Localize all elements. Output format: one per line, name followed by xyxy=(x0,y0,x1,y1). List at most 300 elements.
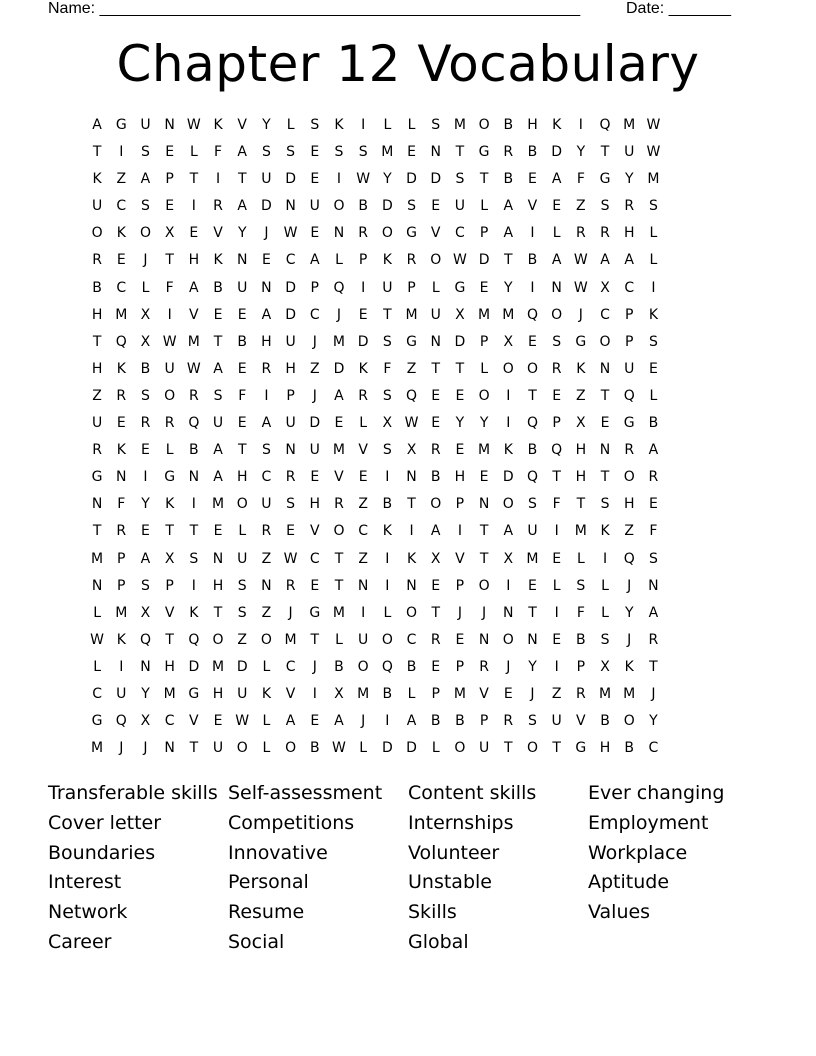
grid-letter: J xyxy=(143,740,148,757)
grid-letter: Q xyxy=(188,415,200,432)
grid-letter: K xyxy=(552,117,562,133)
grid-letter: W xyxy=(332,740,346,757)
grid-letter: T xyxy=(407,496,416,513)
grid-letter: L xyxy=(359,415,368,432)
grid-letter: Y xyxy=(141,685,150,702)
grid-letter: C xyxy=(624,279,635,296)
grid-letter: E xyxy=(358,469,368,486)
grid-letter: R xyxy=(261,360,272,377)
grid-letter: V xyxy=(334,469,344,486)
grid-letter: E xyxy=(479,279,489,296)
grid-letter: R xyxy=(624,442,635,459)
grid-letter: M xyxy=(91,740,104,757)
grid-row xyxy=(85,737,735,764)
grid-letter: H xyxy=(212,685,224,702)
grid-letter: M xyxy=(478,442,491,459)
grid-letter: E xyxy=(552,387,562,404)
grid-letter: O xyxy=(91,225,103,242)
grid-letter: B xyxy=(189,442,199,459)
grid-letter: M xyxy=(574,523,587,540)
grid-letter: T xyxy=(600,144,610,161)
grid-letter: T xyxy=(600,469,610,486)
grid-letter: E xyxy=(431,415,441,432)
grid-letter: N xyxy=(599,360,611,377)
grid-letter: G xyxy=(406,333,417,350)
grid-letter: N xyxy=(91,496,103,513)
grid-letter: O xyxy=(502,360,514,377)
grid-letter: E xyxy=(455,387,465,404)
grid-letter: I xyxy=(554,658,559,675)
grid-letter: I xyxy=(602,550,608,567)
grid-letter: E xyxy=(431,387,441,404)
grid-letter: P xyxy=(165,577,174,594)
grid-letter: U xyxy=(212,415,224,432)
grid-letter: U xyxy=(164,360,175,377)
grid-letter: Z xyxy=(358,496,368,513)
grid-letter: A xyxy=(430,523,441,540)
grid-letter: J xyxy=(627,577,632,594)
grid-letter: E xyxy=(261,252,271,269)
grid-letter: Z xyxy=(92,387,102,404)
grid-letter: I xyxy=(361,604,366,621)
grid-letter: V xyxy=(189,306,199,323)
grid-letter: W xyxy=(90,631,105,648)
grid-letter: O xyxy=(478,387,490,404)
grid-letter: C xyxy=(648,740,659,757)
grid-letter: U xyxy=(237,550,248,567)
grid-letter: J xyxy=(651,685,656,702)
grid-letter: A xyxy=(503,523,514,540)
grid-letter: A xyxy=(600,252,610,269)
grid-letter: A xyxy=(648,604,659,621)
grid-letter: N xyxy=(406,577,417,594)
grid-letter: E xyxy=(310,144,320,161)
grid-row xyxy=(85,412,735,439)
grid-letter: N xyxy=(212,550,224,567)
word-bank-item: Personal xyxy=(228,871,309,894)
grid-letter: M xyxy=(453,685,466,702)
grid-row xyxy=(85,222,735,249)
grid-letter: D xyxy=(454,333,466,350)
grid-letter: Q xyxy=(139,631,151,648)
grid-letter: X xyxy=(600,279,610,296)
grid-letter: S xyxy=(261,144,271,161)
grid-letter: H xyxy=(575,469,587,486)
grid-letter: O xyxy=(333,198,345,215)
grid-letter: R xyxy=(503,713,514,730)
grid-letter: B xyxy=(358,198,368,215)
grid-letter: U xyxy=(237,685,248,702)
grid-letter: P xyxy=(165,171,174,188)
grid-letter: X xyxy=(140,713,151,730)
grid-letter: A xyxy=(92,117,102,133)
grid-letter: N xyxy=(285,442,296,459)
grid-letter: O xyxy=(381,225,393,242)
grid-letter: O xyxy=(406,604,418,621)
grid-letter: E xyxy=(116,252,126,269)
grid-letter: N xyxy=(551,279,562,296)
grid-letter: M xyxy=(381,144,394,161)
grid-letter: R xyxy=(624,198,635,215)
grid-letter: G xyxy=(623,415,635,432)
grid-letter: R xyxy=(358,387,369,404)
grid-row xyxy=(85,195,735,222)
grid-letter: S xyxy=(382,387,392,404)
grid-letter: S xyxy=(382,333,392,350)
grid-letter: N xyxy=(164,117,175,133)
grid-letter: T xyxy=(504,740,513,757)
grid-letter: B xyxy=(455,713,465,730)
grid-letter: V xyxy=(189,713,199,730)
grid-letter: D xyxy=(236,658,248,675)
grid-row xyxy=(85,683,735,710)
grid-letter: E xyxy=(479,469,489,486)
grid-letter: T xyxy=(552,469,561,486)
word-bank-item: Aptitude xyxy=(588,871,670,894)
grid-letter: A xyxy=(334,387,344,404)
grid-letter: B xyxy=(527,144,538,161)
grid-letter: G xyxy=(599,171,611,188)
grid-letter: D xyxy=(406,171,417,188)
grid-letter: O xyxy=(478,577,490,594)
grid-letter: H xyxy=(454,469,466,486)
grid-letter: S xyxy=(382,442,392,459)
grid-letter: E xyxy=(310,577,320,594)
grid-letter: B xyxy=(309,740,320,757)
grid-letter: K xyxy=(382,252,392,269)
grid-letter: K xyxy=(261,685,271,702)
grid-letter: A xyxy=(624,252,634,269)
grid-letter: M xyxy=(163,685,176,702)
grid-letter: M xyxy=(526,550,539,567)
grid-letter: C xyxy=(406,631,417,648)
grid-letter: T xyxy=(189,171,199,188)
grid-letter: Z xyxy=(406,360,417,377)
grid-letter: Y xyxy=(237,225,247,242)
grid-letter: P xyxy=(576,658,586,675)
grid-letter: C xyxy=(455,225,465,242)
grid-letter: E xyxy=(600,415,610,432)
grid-letter: D xyxy=(406,740,417,757)
grid-letter: S xyxy=(528,713,537,730)
grid-letter: Y xyxy=(624,604,634,621)
grid-letter: A xyxy=(503,198,514,215)
grid-letter: A xyxy=(237,144,247,161)
grid-letter: A xyxy=(213,360,223,377)
grid-letter: F xyxy=(649,523,658,540)
grid-letter: F xyxy=(576,171,585,188)
grid-letter: X xyxy=(430,550,441,567)
grid-letter: U xyxy=(261,496,272,513)
grid-letter: D xyxy=(188,658,200,675)
grid-letter: T xyxy=(237,171,247,188)
grid-letter: I xyxy=(336,171,342,188)
grid-letter: T xyxy=(334,577,344,594)
grid-letter: M xyxy=(332,442,346,459)
word-bank-item: Social xyxy=(228,930,285,953)
grid-letter: I xyxy=(385,469,390,486)
grid-letter: R xyxy=(551,360,562,377)
grid-letter: M xyxy=(453,117,466,133)
grid-letter: P xyxy=(552,415,561,432)
grid-letter: N xyxy=(430,144,441,161)
grid-letter: E xyxy=(213,523,223,540)
grid-letter: L xyxy=(552,225,561,242)
grid-letter: U xyxy=(285,333,296,350)
grid-letter: A xyxy=(285,713,296,730)
grid-letter: P xyxy=(117,550,126,567)
grid-letter: T xyxy=(552,740,561,757)
grid-letter: D xyxy=(333,360,345,377)
grid-letter: G xyxy=(454,279,466,296)
grid-letter: D xyxy=(285,306,296,323)
grid-letter: C xyxy=(164,713,175,730)
grid-letter: T xyxy=(383,306,392,323)
grid-letter: N xyxy=(357,577,369,594)
grid-letter: S xyxy=(528,496,537,513)
grid-letter: Q xyxy=(526,306,538,323)
grid-letter: U xyxy=(430,306,441,323)
grid-letter: K xyxy=(213,117,223,133)
grid-letter: B xyxy=(237,333,248,350)
grid-letter: S xyxy=(286,144,296,161)
grid-letter: A xyxy=(213,442,223,459)
grid-letter: I xyxy=(312,685,317,702)
grid-letter: X xyxy=(503,550,514,567)
grid-letter: M xyxy=(502,306,515,323)
grid-letter: X xyxy=(140,333,151,350)
grid-letter: T xyxy=(165,631,174,648)
word-bank-item: Internships xyxy=(408,811,514,834)
grid-letter: E xyxy=(213,713,223,730)
grid-letter: Z xyxy=(358,550,368,567)
grid-letter: S xyxy=(407,198,416,215)
grid-letter: L xyxy=(383,117,392,133)
grid-letter: H xyxy=(91,306,103,323)
grid-letter: O xyxy=(260,631,272,648)
grid-letter: B xyxy=(92,279,102,296)
grid-letter: Q xyxy=(406,387,418,404)
grid-letter: E xyxy=(310,713,320,730)
grid-letter: D xyxy=(261,198,272,215)
grid-letter: O xyxy=(478,117,490,133)
grid-letter: S xyxy=(237,604,247,621)
grid-letter: C xyxy=(358,523,369,540)
grid-letter: R xyxy=(285,469,296,486)
grid-letter: J xyxy=(312,333,317,350)
grid-letter: W xyxy=(573,252,588,269)
grid-letter: I xyxy=(554,604,559,621)
grid-letter: R xyxy=(648,469,659,486)
grid-letter: R xyxy=(116,523,127,540)
grid-letter: L xyxy=(383,604,392,621)
grid-letter: V xyxy=(309,523,320,540)
grid-letter: P xyxy=(407,279,416,296)
grid-letter: O xyxy=(526,360,538,377)
grid-letter: S xyxy=(600,198,610,215)
grid-letter: X xyxy=(140,604,151,621)
grid-letter: U xyxy=(382,279,393,296)
grid-letter: T xyxy=(479,523,489,540)
grid-row xyxy=(85,520,735,547)
grid-letter: J xyxy=(530,685,535,702)
grid-letter: I xyxy=(530,279,535,296)
grid-letter: G xyxy=(575,740,587,757)
grid-letter: Q xyxy=(623,550,635,567)
grid-letter: T xyxy=(504,252,513,269)
grid-letter: K xyxy=(503,442,513,459)
grid-letter: U xyxy=(624,360,635,377)
grid-letter: F xyxy=(214,144,223,161)
grid-letter: I xyxy=(264,387,269,404)
grid-letter: R xyxy=(140,415,151,432)
grid-letter: P xyxy=(455,658,465,675)
grid-letter: X xyxy=(503,333,514,350)
grid-letter: K xyxy=(116,360,126,377)
grid-letter: N xyxy=(91,577,103,594)
word-bank-item: Global xyxy=(408,930,469,953)
grid-letter: E xyxy=(358,306,368,323)
grid-letter: S xyxy=(648,550,658,567)
grid-letter: U xyxy=(527,523,538,540)
grid-letter: F xyxy=(383,360,392,377)
grid-letter: O xyxy=(236,740,248,757)
grid-letter: I xyxy=(191,496,196,513)
grid-letter: B xyxy=(382,685,393,702)
grid-letter: U xyxy=(237,279,248,296)
grid-letter: Q xyxy=(526,415,538,432)
grid-letter: U xyxy=(551,713,562,730)
word-bank-item: Self-assessment xyxy=(228,782,383,804)
grid-letter: T xyxy=(165,252,174,269)
grid-letter: K xyxy=(334,117,344,133)
grid-letter: L xyxy=(601,604,609,621)
grid-row xyxy=(85,493,735,520)
grid-letter: C xyxy=(285,252,296,269)
grid-letter: K xyxy=(213,252,223,269)
grid-letter: W xyxy=(186,117,201,133)
name-field-label: Name: ______________________________________________________ xyxy=(48,0,581,17)
grid-letter: T xyxy=(213,604,223,621)
grid-letter: L xyxy=(552,577,561,594)
grid-letter: R xyxy=(406,252,417,269)
grid-letter: C xyxy=(92,685,102,702)
grid-letter: K xyxy=(92,171,102,188)
grid-letter: O xyxy=(139,225,151,242)
grid-letter: H xyxy=(212,577,224,594)
grid-letter: P xyxy=(286,387,295,404)
grid-letter: E xyxy=(552,198,562,215)
grid-letter: A xyxy=(551,252,562,269)
grid-letter: H xyxy=(599,740,611,757)
grid-letter: K xyxy=(406,550,417,567)
grid-letter: H xyxy=(309,496,321,513)
grid-letter: X xyxy=(406,442,417,459)
grid-letter: U xyxy=(285,415,296,432)
grid-letter: S xyxy=(213,387,223,404)
grid-row xyxy=(85,548,735,575)
grid-letter: I xyxy=(385,577,390,594)
grid-letter: B xyxy=(624,740,635,757)
grid-letter: L xyxy=(286,117,295,133)
grid-letter: Y xyxy=(624,171,634,188)
grid-letter: O xyxy=(430,252,442,269)
word-bank-item: Competitions xyxy=(228,811,355,834)
grid-letter: P xyxy=(624,306,634,323)
grid-letter: B xyxy=(527,442,538,459)
grid-letter: T xyxy=(237,442,247,459)
grid-letter: L xyxy=(262,658,271,675)
grid-letter: T xyxy=(189,523,199,540)
grid-row xyxy=(85,629,735,656)
grid-letter: M xyxy=(623,117,636,133)
grid-letter: H xyxy=(236,469,248,486)
grid-letter: A xyxy=(551,171,562,188)
grid-letter: U xyxy=(116,685,127,702)
grid-letter: W xyxy=(356,171,371,188)
grid-letter: E xyxy=(165,144,175,161)
grid-letter: S xyxy=(600,496,610,513)
grid-letter: I xyxy=(385,550,390,567)
grid-letter: W xyxy=(646,117,661,133)
grid-letter: B xyxy=(140,360,151,377)
grid-letter: W xyxy=(404,415,419,432)
grid-letter: I xyxy=(215,171,221,188)
grid-row xyxy=(85,466,735,493)
grid-letter: O xyxy=(164,387,176,404)
grid-letter: Q xyxy=(115,713,127,730)
grid-letter: Q xyxy=(333,279,345,296)
grid-letter: P xyxy=(624,333,634,350)
grid-letter: I xyxy=(506,577,511,594)
grid-letter: L xyxy=(431,740,440,757)
grid-letter: F xyxy=(552,496,561,513)
grid-letter: L xyxy=(335,631,343,648)
grid-letter: T xyxy=(528,387,537,404)
word-bank-item: Values xyxy=(588,901,651,924)
grid-letter: D xyxy=(478,252,490,269)
grid-letter: R xyxy=(575,685,586,702)
grid-letter: M xyxy=(211,658,225,675)
grid-letter: S xyxy=(358,144,368,161)
grid-letter: H xyxy=(285,360,296,377)
grid-letter: N xyxy=(188,469,200,486)
grid-row xyxy=(85,710,735,737)
grid-letter: E xyxy=(189,225,199,242)
grid-letter: G xyxy=(91,469,103,486)
grid-letter: J xyxy=(312,658,317,675)
grid-letter: T xyxy=(528,604,537,621)
grid-letter: T xyxy=(189,740,199,757)
grid-row xyxy=(85,249,735,276)
grid-letter: A xyxy=(140,550,151,567)
grid-letter: F xyxy=(117,496,126,513)
grid-letter: M xyxy=(115,604,128,621)
word-bank-item: Boundaries xyxy=(48,841,156,864)
grid-letter: D xyxy=(381,198,393,215)
grid-letter: L xyxy=(189,144,198,161)
grid-letter: O xyxy=(430,496,442,513)
grid-letter: I xyxy=(119,658,124,675)
grid-letter: O xyxy=(212,631,224,648)
grid-letter: J xyxy=(361,713,366,730)
grid-letter: S xyxy=(310,117,320,133)
grid-letter: O xyxy=(623,713,635,730)
grid-letter: Q xyxy=(381,658,393,675)
grid-letter: M xyxy=(284,631,297,648)
grid-letter: A xyxy=(189,279,199,296)
grid-letter: A xyxy=(648,442,659,459)
